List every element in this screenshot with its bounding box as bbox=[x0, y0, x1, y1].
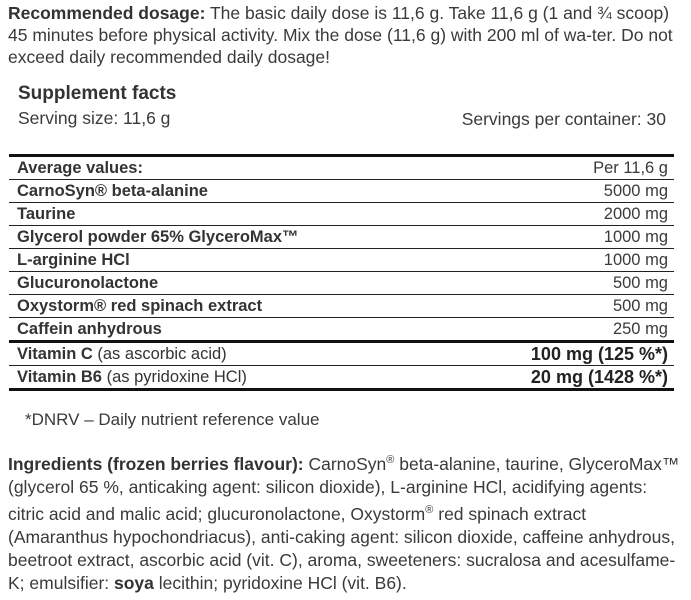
ingredient-value: 5000 mg bbox=[449, 180, 674, 203]
table-row bbox=[9, 226, 674, 249]
ingredient-name: L-arginine HCl bbox=[9, 249, 449, 272]
ingredient-value: 500 mg bbox=[449, 272, 674, 295]
vitamin-name: Vitamin B6 bbox=[17, 368, 102, 386]
dosage-label: Recommended dosage: bbox=[8, 3, 206, 23]
registered-mark: ® bbox=[386, 454, 395, 466]
vitamin-note: (as ascorbic acid) bbox=[92, 345, 227, 363]
ingredients-text-1: CarnoSyn bbox=[303, 453, 387, 474]
ingredient-value: 2000 mg bbox=[449, 203, 674, 226]
vitamin-name-cell bbox=[9, 366, 449, 390]
allergen-soya: soya bbox=[114, 572, 154, 593]
vitamin-name: Vitamin C bbox=[17, 345, 93, 363]
ingredient-name: CarnoSyn® beta-alanine bbox=[9, 180, 449, 203]
vitamin-value: 100 mg (125 %*) bbox=[449, 342, 674, 366]
supplement-facts-title: Supplement facts bbox=[18, 83, 177, 104]
table-row bbox=[9, 180, 674, 203]
ingredient-value: 250 mg bbox=[449, 318, 674, 342]
table-row bbox=[9, 295, 674, 318]
vitamin-row bbox=[9, 342, 674, 366]
header-name: Average values: bbox=[9, 156, 449, 180]
serving-size: Serving size: 11,6 g bbox=[18, 108, 171, 128]
ingredient-value: 500 mg bbox=[449, 295, 674, 318]
vitamin-name-cell bbox=[9, 342, 449, 366]
ingredient-name: Taurine bbox=[9, 203, 449, 226]
dosage-paragraph bbox=[8, 2, 684, 68]
supplement-facts-table bbox=[9, 154, 674, 391]
ingredients-label: Ingredients (frozen berries flavour): bbox=[8, 453, 304, 474]
table-row bbox=[9, 203, 674, 226]
ingredient-value: 1000 mg bbox=[449, 226, 674, 249]
vitamin-value: 20 mg (1428 %*) bbox=[449, 366, 674, 390]
header-value: Per 11,6 g bbox=[449, 156, 674, 180]
ingredients-text-4: lecithin; pyridoxine HCl (vit. B6). bbox=[153, 572, 407, 593]
table-row bbox=[9, 318, 674, 342]
table-header-row bbox=[9, 156, 674, 180]
table-row bbox=[9, 272, 674, 295]
ingredient-value: 1000 mg bbox=[449, 249, 674, 272]
ingredient-name: Caffein anhydrous bbox=[9, 318, 449, 342]
ingredient-name: Oxystorm® red spinach extract bbox=[9, 295, 449, 318]
vitamin-row bbox=[9, 366, 674, 390]
ingredient-name: Glucuronolactone bbox=[9, 272, 449, 295]
registered-mark: ® bbox=[425, 503, 434, 516]
servings-per-container: Servings per container: 30 bbox=[461, 109, 666, 129]
dosage-text: The basic daily dose is 11,6 g. Take 11,6 g (1 and ¾ scoop) 45 minutes before physical activity. Mix the dose (11,6 g) with 200 ml of wa-ter. Do not exceed daily recommended daily dosage! bbox=[8, 3, 673, 67]
ingredient-name: Glycerol powder 65% GlyceroMax™ bbox=[9, 226, 449, 249]
dnrv-footnote: *DNRV – Daily nutrient reference value bbox=[25, 410, 320, 429]
vitamin-note: (as pyridoxine HCl) bbox=[101, 368, 247, 386]
ingredients-text-2: beta-alanine, taurine, GlyceroMax™ (glycerol 65 %, anticaking agent: silicon dioxide), L-arginine HCl, acidifying agents: citric acid and malic acid; glucuronolactone, Oxystorm bbox=[8, 453, 680, 524]
table-row bbox=[9, 249, 674, 272]
ingredients-text-3: red spinach extract (Amaranthus hypochondriacus), anti-caking agent: silicon dioxide, caffeine anhydrous, beetroot extract, ascorbic acid (vit. C), aroma, sweetеners: sucralosa and acesulfame-K; emulsifier: bbox=[8, 503, 676, 593]
ingredients-paragraph bbox=[8, 449, 684, 595]
